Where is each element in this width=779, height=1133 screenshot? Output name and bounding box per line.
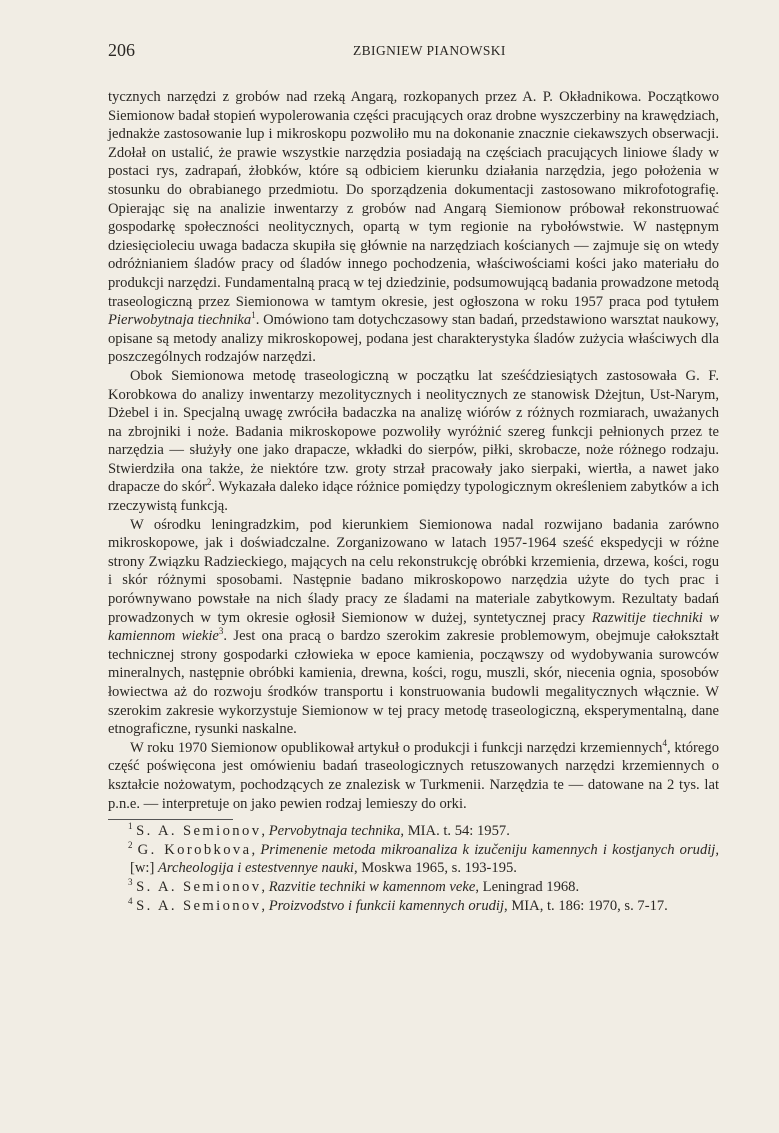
footnote-ref[interactable]: 2 — [206, 477, 212, 488]
footnote-title-2: Archeologija i estestvennye nauki — [157, 860, 354, 877]
paragraph-3 — [108, 516, 719, 739]
footnote-number: 2 — [128, 839, 133, 850]
paragraph-text: . Jest ona pracą o bardzo szerokim zakresie problemowym, obejmuje całokształt technicznej strony gospodarki człowieka w epoce kamienia, począwszy od wydobywania surowców mineralnych, następnie obróbki kamienia, drewna, kości, rogu, muszli, skór, niecenia ognia, sposobów łowiectwa aż do rozwoju środków transportu i konstruowania budowli megalitycznych włącznie. W szerokim zakresie wykorzystuje Siemionow w tej pracy metodę traseologiczną, eksperymentalną, dane etnograficzne, rysunki naskalne. — [108, 628, 719, 738]
footnote-rest: , Leningrad 1968. — [475, 878, 580, 895]
footnote-title: Primenenie metoda mikroanaliza k izučeniju kamennych i kostjanych orudij, — [260, 841, 720, 858]
paragraph-text: . Omówiono tam dotychczasowy stan badań, przedstawiono warsztat naukowy, opisane są metody analizy mikroskopowej, podana jest charakterystyka śladów zużycia właściwych dla poszczególnych rodzajów narzędzi. — [108, 312, 719, 366]
paragraph-1 — [108, 88, 719, 367]
footnote-1: $^1$ S. A. Semionov, Pervobytnaja technika, MIA. t. 54: 1957. — [128, 821, 510, 840]
footnote-number: 1 — [128, 821, 133, 832]
page-header — [108, 40, 719, 62]
footnote-mid: [w:] — [130, 860, 158, 877]
footnote-3: $^3$ S. A. Semionov, Razvitie techniki w kamennom veke, Leningrad 1968. — [128, 877, 580, 895]
running-title: ZBIGNIEW PIANOWSKI — [353, 43, 506, 58]
footnote-title: Proizvodstvo i funkcii kamennych orudij — [268, 897, 505, 914]
footnote-ref[interactable]: 1 — [251, 310, 256, 321]
page-number: 206 — [108, 40, 135, 60]
paragraph-4 — [108, 739, 719, 813]
footnote-rest: , MIA. t. 54: 1957. — [400, 823, 510, 840]
footnote-author: S. A. Semionov — [136, 897, 262, 914]
paragraph-2 — [108, 367, 719, 516]
footnote-2: $^2$ G. Korobkova, Primenenie metoda mikroanaliza k izučeniju kamennych i kostjanych orudij, [w:] Archeologija i estestvennye nauki, Moskwa 1965, s. 193-195. — [128, 839, 720, 877]
footnote-title: Razvitie techniki w kamennom veke — [268, 878, 476, 895]
footnote-number: 4 — [128, 895, 133, 906]
paragraph-text: Obok Siemionowa metodę traseologiczną w początku lat sześćdziesiątych zastosowała G. F. Korobkowa do analizy inwentarzy mezolitycznych i neolitycznych ze stanowisk Dżejtun, Ust-Narym, Dżebel i in. Specjalną uwagę zwróciła badaczka na analizę wiórów z różnych rozmiarach, uważanych na zbrojniki i noże. Badania mikroskopowe pozwoliły wyróżnić szereg funkcji pełnionych przez te narzędzia — służyły one jako drapacze, wkładki do sierpów, piłki, skrobacze, noże różnego rodzaju. Stwierdziła ona także, że niektóre tzw. groty strzał pracowały jako sierpaki, wiertła, a nawet jako drapacze do skór — [108, 367, 719, 496]
footnote-divider — [108, 819, 233, 820]
footnote-author: G. Korobkova — [137, 841, 252, 858]
footnote-4: $^4$ S. A. Semionov, Proizvodstvo i funkcii kamennych orudij, MIA, t. 186: 1970, s. 7-17. — [128, 895, 668, 914]
paragraph-text: W roku 1970 Siemionow opublikował artykuł o produkcji i funkcji narzędzi krzemiennych — [130, 739, 663, 756]
cited-title: Pierwobytnaja tiechnika — [108, 312, 252, 329]
footnote-rest: , Moskwa 1965, s. 193-195. — [353, 860, 517, 877]
cited-title: Razwitije tiechniki w kamiennom wiekie — [108, 609, 719, 645]
paragraph-text: tycznych narzędzi z grobów nad rzeką Angarą, rozkopanych przez A. P. Okładnikowa. Początkowo Siemionow badał stopień wypolerowania części pracujących oraz drobne wyszczerbiny na krawędziach, jednakże zastosowanie lup i mikroskopu pozwoliło mu na dokonanie znacznie ciekawszych obserwacji. Zdołał on ustalić, że prawie wszystkie narzędzia posiadają na częściach pracujących liniowe ślady w postaci rys, zadrapań, żłobków, które są odbiciem kierunku działania narzędzia, jego położenia w stosunku do obrabianego przedmiotu. Do sporządzenia dokumentacji zastosowano mikrofotografię. Opierając się na analizie inwentarzy z grobów nad Angarą Siemionow próbował rekonstruować gospodarkę społeczności neolitycznych, opartą w tym regionie na rybołówstwie. W następnym dziesięcioleciu uwaga badacza skupiła się głównie na narzędziach kościanych — zajmuje się on wtedy odróżnianiem śladów pracy od śladów innego pochodzenia, właściwościami kości jako materiału do produkcji narzędzi. Fundamentalną pracą w tej dziedzinie, podsumowującą badania prowadzone metodą traseologiczną przez Siemionowa w tamtym okresie, jest ogłoszona w roku 1957 praca pod tytułem — [108, 89, 719, 310]
paragraph-text: , którego część poświęcona jest omówieniu badań traseologicznych retuszowanych narzędzi krzemiennych o kształcie nożowatym, pochodzących ze znalezisk w Turkmenii. Narzędzia te — datowane na 2 tys. lat p.n.e. — interpretuje on jako pewien rodzaj lemieszy do orki. — [108, 739, 719, 812]
footnote-author: S. A. Semionov — [136, 878, 262, 895]
paragraph-text: . Wykazała daleko idące różnice pomiędzy typologicznym określeniem zabytków a ich rzeczywistą funkcją. — [108, 479, 719, 515]
footnote-ref[interactable]: 3 — [218, 626, 224, 637]
footnote-title: Pervobytnaja technika — [268, 823, 401, 840]
article-body — [108, 88, 719, 915]
footnote-author: S. A. Semionov — [136, 823, 262, 840]
paragraph-text: W ośrodku leningradzkim, pod kierunkiem Siemionowa nadal rozwijano badania zarówno mikroskopowe, jak i doświadczalne. Zorganizowano w latach 1957-1964 sześć ekspedycji w różne strony Związku Radzieckiego, mających na celu rekonstrukcję obróbki krzemienia, drzewa, kości, rogu i skór różnymi sposobami. Następnie badano mikroskopowo narzędzia użyte do tych prac i porównywano powstałe na nich ślady pracy ze śladami na materiale zabytkowym. Rezultaty badań prowadzonych w tym okresie ogłosił Siemionow w dużej, syntetycznej pracy — [108, 516, 719, 626]
footnote-ref[interactable]: 4 — [662, 737, 667, 748]
footnote-number: 3 — [128, 877, 133, 888]
footnote-rest: , MIA, t. 186: 1970, s. 7-17. — [504, 897, 668, 914]
